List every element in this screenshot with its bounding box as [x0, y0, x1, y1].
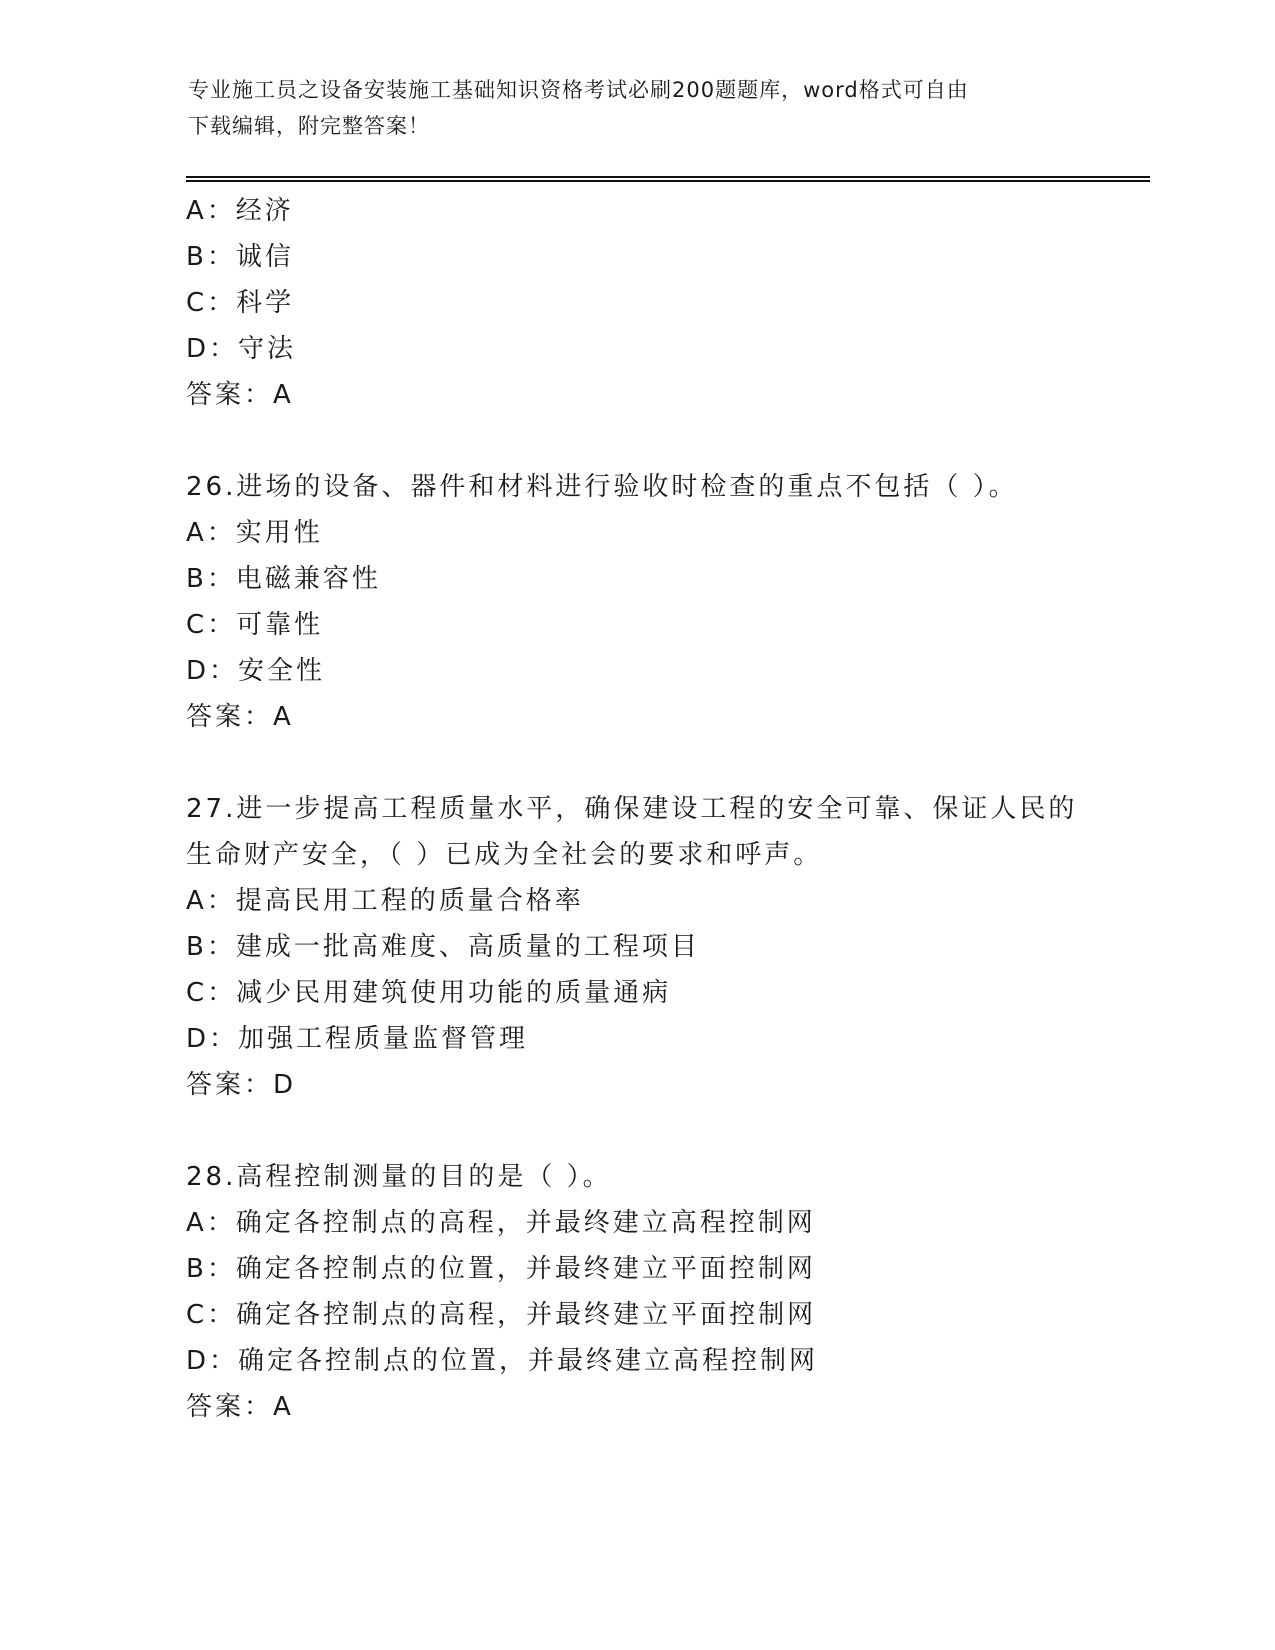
question-block: [186, 464, 1106, 740]
option-b: B：建成一批高难度、高质量的工程项目: [186, 932, 700, 962]
option-d: D：加强工程质量监督管理: [186, 1024, 529, 1054]
header-line-2: 下载编辑，附完整答案！: [188, 114, 430, 138]
option-b: B：电磁兼容性: [186, 564, 381, 594]
answer-key: 答案：A: [186, 380, 294, 410]
question-stem-line-2: 生命财产安全，（ ）已成为全社会的要求和呼声。: [186, 840, 823, 870]
option-b: B：确定各控制点的位置，并最终建立平面控制网: [186, 1254, 816, 1284]
question-block: [186, 786, 1106, 1108]
document-header: [188, 72, 1088, 144]
option-c: C：减少民用建筑使用功能的质量通病: [186, 978, 672, 1008]
question-block: [186, 188, 1106, 418]
header-line-1: 专业施工员之设备安装施工基础知识资格考试必刷200题题库，word格式可自由: [188, 78, 969, 102]
answer-key: 答案：D: [186, 1070, 297, 1100]
option-a: A：实用性: [186, 518, 323, 548]
question-stem: 26.进场的设备、器件和材料进行验收时检查的重点不包括（ ）。: [186, 472, 1018, 502]
option-d: D：确定各控制点的位置，并最终建立高程控制网: [186, 1346, 819, 1376]
option-a: A：确定各控制点的高程，并最终建立高程控制网: [186, 1208, 816, 1238]
question-block: [186, 1154, 1106, 1430]
question-stem-line-1: 27.进一步提高工程质量水平，确保建设工程的安全可靠、保证人民的: [186, 794, 1078, 824]
option-c: C：可靠性: [186, 610, 324, 640]
answer-key: 答案：A: [186, 702, 294, 732]
option-c: C：科学: [186, 288, 295, 318]
header-divider: [186, 176, 1150, 182]
option-a: A：经济: [186, 196, 294, 226]
option-a: A：提高民用工程的质量合格率: [186, 886, 584, 916]
option-c: C：确定各控制点的高程，并最终建立平面控制网: [186, 1300, 817, 1330]
option-d: D：安全性: [186, 656, 326, 686]
question-list: [186, 188, 1106, 1430]
option-d: D：守法: [186, 334, 297, 364]
answer-key: 答案：A: [186, 1392, 294, 1422]
question-stem: 28.高程控制测量的目的是（ ）。: [186, 1162, 612, 1192]
option-b: B：诚信: [186, 242, 294, 272]
